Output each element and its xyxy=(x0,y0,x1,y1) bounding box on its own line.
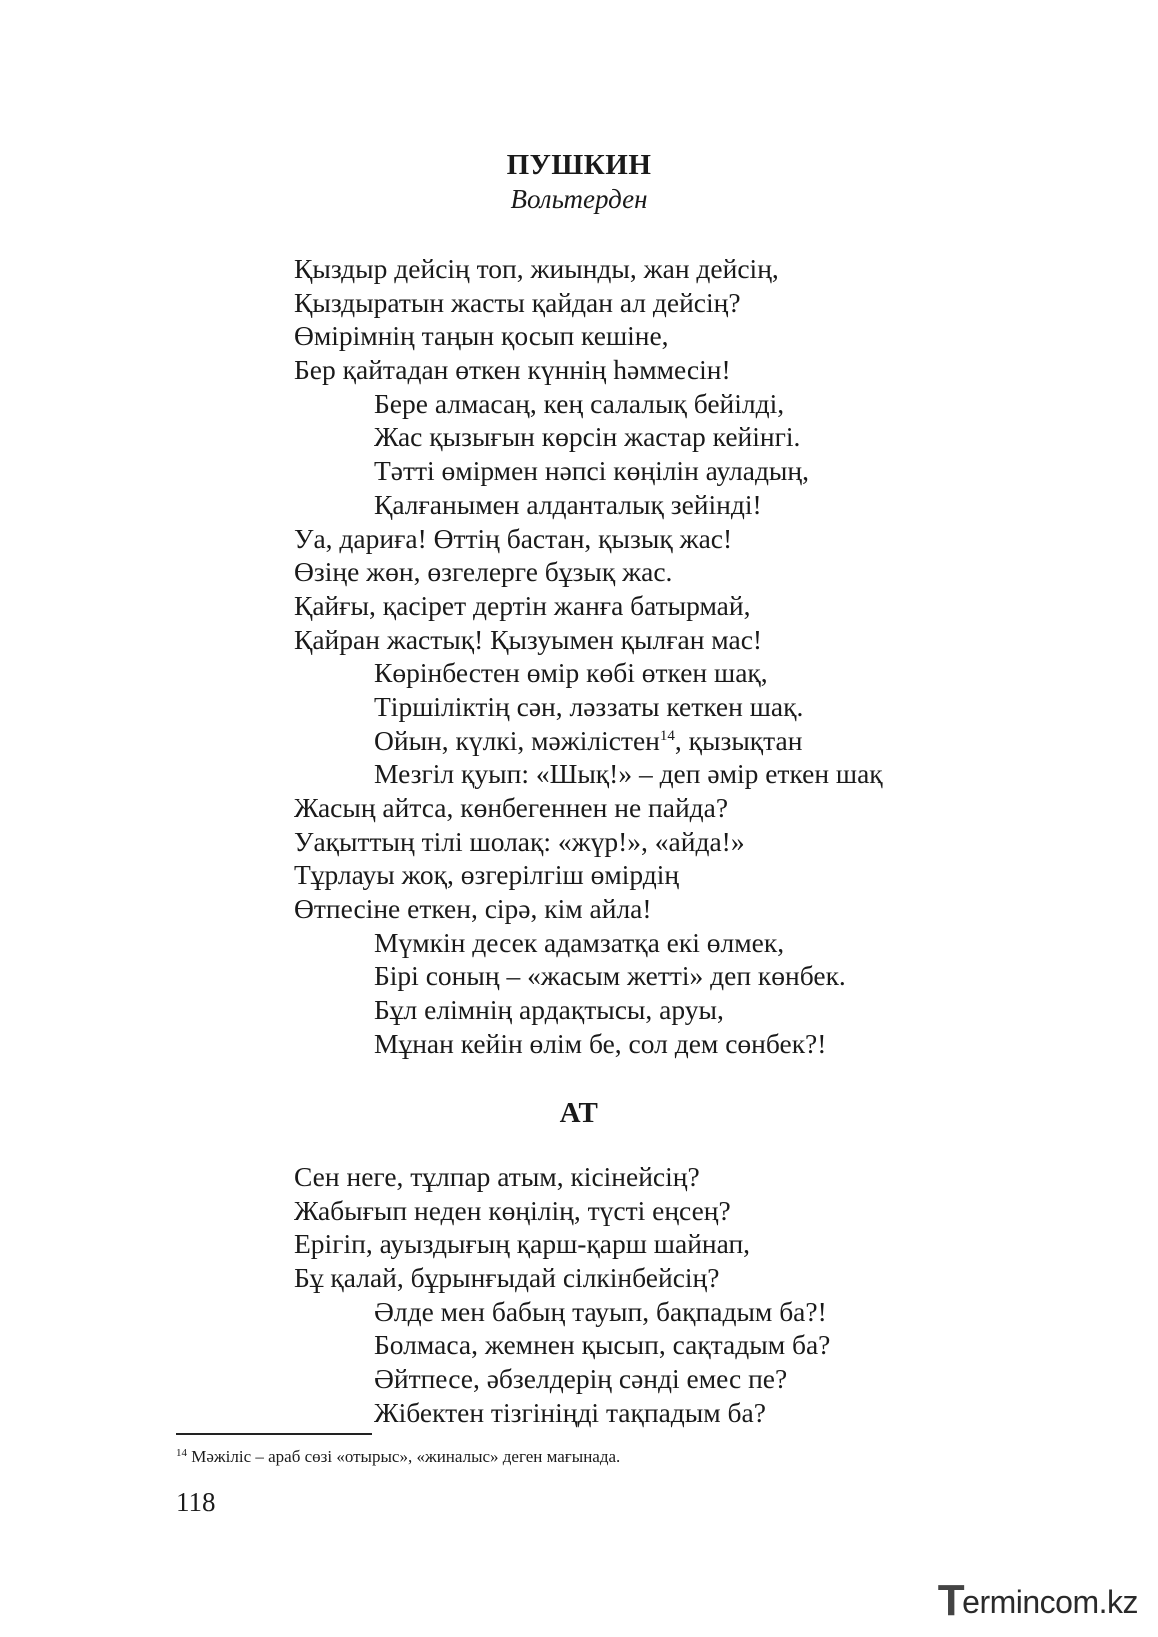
poem-line xyxy=(294,252,883,286)
poem-line-text: Қайран жастық! Қызуымен қылған мас! xyxy=(294,623,763,655)
poem-line-text: Тұрлауы жоқ, өзгерілгіш өмірдің xyxy=(294,859,680,891)
poem-line-text: Жас қызығын көрсін жастар кейінгі. xyxy=(374,421,801,453)
poem-line-text: Жабығып неден көңілің, түсті еңсең? xyxy=(294,1194,731,1226)
watermark-logo-letter: T xyxy=(937,1576,965,1625)
poem-line-text: Өмірімнің таңын қосып кешіне, xyxy=(294,320,669,352)
poem-line xyxy=(294,1027,883,1061)
site-watermark-logo xyxy=(937,1576,1138,1625)
poem-line xyxy=(294,791,883,825)
footnote xyxy=(176,1446,620,1468)
poem-line xyxy=(294,589,883,623)
poem-at-lines xyxy=(294,1160,830,1430)
poem-line xyxy=(294,690,883,724)
poem-line xyxy=(294,892,883,926)
poem-line xyxy=(294,286,883,320)
footnote-divider xyxy=(176,1433,372,1435)
poem-line xyxy=(294,1328,830,1362)
poem-subtitle: Вольтерден xyxy=(510,184,648,214)
poem-line xyxy=(294,522,883,556)
footnote-marker: 14 xyxy=(176,1447,187,1459)
poem-line-text: Мұнан кейін өлім бе, сол дем сөнбек?! xyxy=(374,1027,827,1059)
poem-line xyxy=(294,926,883,960)
watermark-text: ermincom.kz xyxy=(962,1584,1138,1620)
poem-line xyxy=(294,1194,830,1228)
poem-line-text: Өтпесіне еткен, сірә, кім айла! xyxy=(294,893,652,925)
poem-line-text: Әлде мен бабың тауып, бақпадым ба?! xyxy=(374,1295,827,1327)
poem-line-text: Жібектен тізгініңді тақпадым ба? xyxy=(374,1396,766,1428)
poem-pushkin-lines xyxy=(294,252,883,1061)
poem-line-text: Ойын, күлкі, мәжілістен xyxy=(374,724,660,756)
poem-line-text: Қайғы, қасірет дертін жанға батырмай, xyxy=(294,589,751,621)
poem-line xyxy=(294,488,883,522)
page-number: 118 xyxy=(176,1487,216,1517)
poem-title-at: АТ xyxy=(559,1097,599,1129)
poem-line xyxy=(294,1160,830,1194)
poem-line-text: Уақыттың тілі шолақ: «жүр!», «айда!» xyxy=(294,825,745,857)
poem-line-text: Жасың айтса, көнбегеннен не пайда? xyxy=(294,792,729,823)
footnote-reference: 14 xyxy=(659,727,675,744)
poem-line-text: Болмаса, жемнен қысып, сақтадым ба? xyxy=(374,1329,831,1361)
poem-line xyxy=(294,1362,830,1396)
poem-line-text: Тіршіліктің сән, ләззаты кеткен шақ. xyxy=(374,690,804,722)
poem-line-text: Тәтті өмірмен нәпсі көңілін ауладың, xyxy=(374,455,810,487)
poem-line-text: Өзіңе жөн, өзгелерге бұзық жас. xyxy=(294,556,673,588)
poem-line xyxy=(294,757,883,791)
poem-line xyxy=(294,858,883,892)
poem-line-text: Қалғанымен алданталық зейінді! xyxy=(374,488,762,520)
footnote-text: Мәжіліс – араб сөзі «отырыс», «жиналыс» деген мағынада. xyxy=(187,1447,621,1466)
poem-line-text: Бере алмасаң, кең салалық бейілді, xyxy=(374,387,785,419)
poem-line-text: Қыздыр дейсің топ, жиынды, жан дейсің, xyxy=(294,253,779,284)
poem-line-text: Бірі соның – «жасым жетті» деп көнбек. xyxy=(374,960,846,992)
poem-line xyxy=(294,319,883,353)
poem-line-text: Көрінбестен өмір көбі өткен шақ, xyxy=(374,657,768,689)
poem-line xyxy=(294,1396,830,1430)
poem-line-text: Сен неге, тұлпар атым, кісінейсің? xyxy=(294,1161,700,1192)
poem-line-text: Бұ қалай, бұрынғыдай сілкінбейсің? xyxy=(294,1262,720,1294)
poem-line xyxy=(294,724,883,758)
poem-line-text: Уа, дариға! Өттің бастан, қызық жас! xyxy=(294,522,733,554)
poem-line xyxy=(294,555,883,589)
poem-line xyxy=(294,993,883,1027)
poem-line-text: Ерігіп, ауыздығың қарш-қарш шайнап, xyxy=(294,1228,751,1260)
poem-line xyxy=(294,1295,830,1329)
poem-line-text: Мезгіл қуып: «Шық!» – деп әмір еткен шақ xyxy=(374,758,883,790)
poem-line xyxy=(294,825,883,859)
poem-line xyxy=(294,623,883,657)
poem-line xyxy=(294,656,883,690)
poem-line-text-continued: , қызықтан xyxy=(674,724,803,756)
poem-line xyxy=(294,387,883,421)
poem-line xyxy=(294,959,883,993)
poem-line-text: Мүмкін десек адамзатқа екі өлмек, xyxy=(374,926,785,958)
poem-line-text: Бер қайтадан өткен күннің һәммесін! xyxy=(294,354,731,386)
poem-line xyxy=(294,1261,830,1295)
poem-line xyxy=(294,353,883,387)
poem-title-pushkin: ПУШКИН xyxy=(506,149,652,181)
poem-line xyxy=(294,454,883,488)
poem-line-text: Бұл елімнің ардақтысы, аруы, xyxy=(374,994,724,1026)
poem-line xyxy=(294,420,883,454)
poem-line-text: Әйтпесе, әбзелдерің сәнді емес пе? xyxy=(374,1363,788,1395)
poem-line xyxy=(294,1227,830,1261)
poem-line-text: Қыздыратын жасты қайдан ал дейсің? xyxy=(294,286,741,318)
